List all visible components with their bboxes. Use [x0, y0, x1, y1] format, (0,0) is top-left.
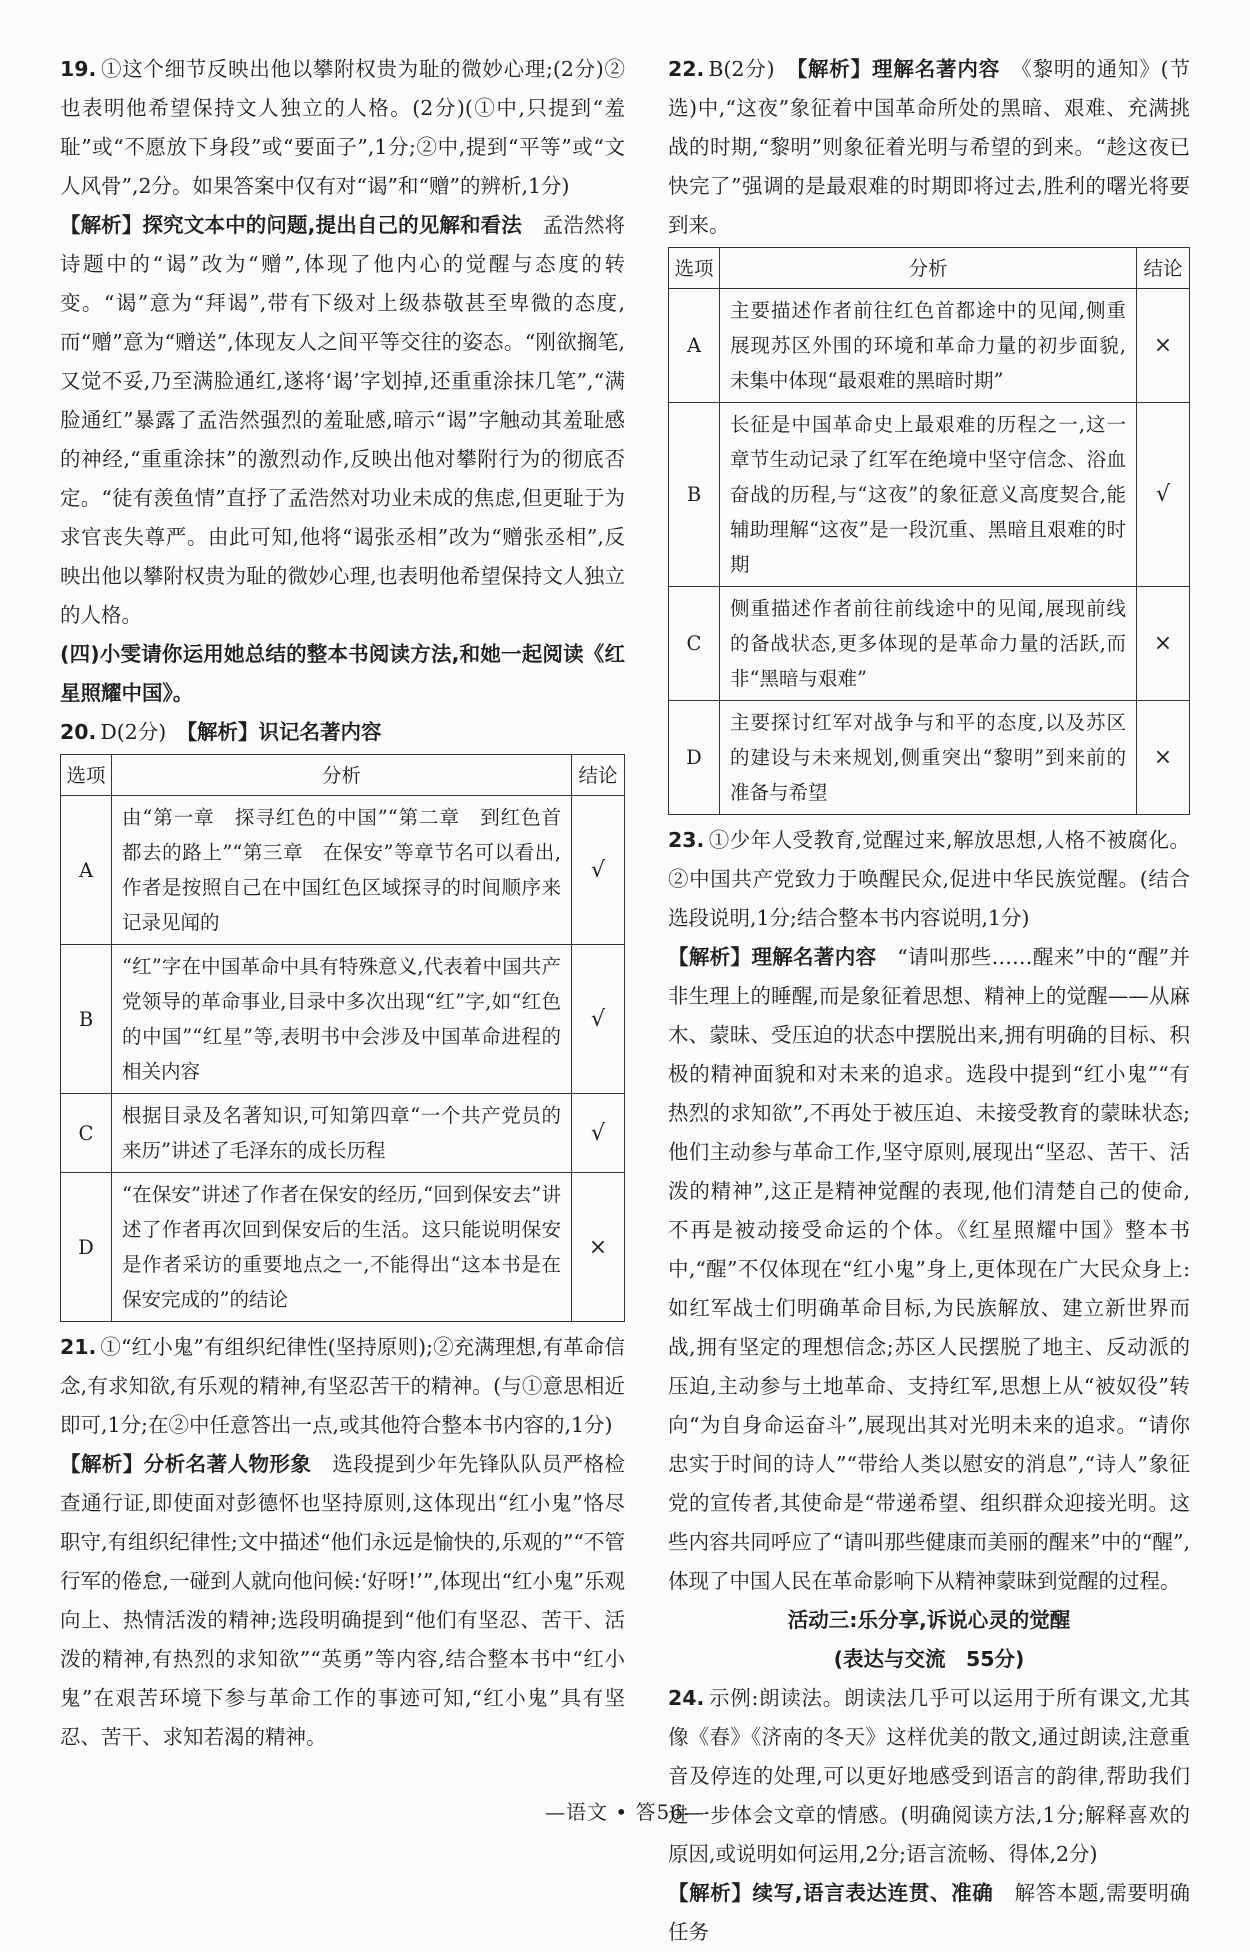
q20-number: 20.: [60, 720, 97, 744]
option-cell: A: [669, 289, 720, 403]
option-cell: A: [61, 796, 112, 945]
conclusion-cell: √: [572, 1094, 625, 1173]
analysis-cell: 长征是中国革命史上最艰难的历程之一,这一章节生动记录了红军在绝境中坚守信念、浴血奋战的历程,与“这夜”的象征意义高度契合,能辅助理解“这夜”是一段沉重、黑暗且艰难的时期: [720, 403, 1137, 587]
q19-answer: 19. ①这个细节反映出他以攀附权贵为耻的微妙心理;(2分)②也表明他希望保持文人独立的人格。(2分)(①中,只提到“羞耻”或“不愿放下身段”或“要面子”,1分;②中,提到“平等”或“文人风骨”,2分。如果答案中仅有对“谒”和“赠”的辨析,1分): [60, 57, 625, 198]
analysis-cell: 根据目录及名著知识,可知第四章“一个共产党员的来历”讲述了毛泽东的成长历程: [112, 1094, 572, 1173]
left-column: [60, 50, 625, 1757]
conclusion-cell: ×: [1137, 701, 1190, 815]
q23-answer: 23. ①少年人受教育,觉醒过来,解放思想,人格不被腐化。②中国共产党致力于唤醒民众,促进中华民族觉醒。(结合选段说明,1分;结合整本书内容说明,1分): [668, 828, 1190, 930]
conclusion-cell: √: [1137, 403, 1190, 587]
option-cell: C: [61, 1094, 112, 1173]
table-row: [61, 796, 625, 945]
analysis-cell: “红”字在中国革命中具有特殊意义,代表着中国共产党领导的革命事业,目录中多次出现“红”字,如“红色的中国”“红星”等,表明书中会涉及中国革命进程的相关内容: [112, 945, 572, 1094]
analysis-cell: 由“第一章 探寻红色的中国”“第二章 到红色首都去的路上”“第三章 在保安”等章节名可以看出,作者是按照自己在中国红色区域探寻的时间顺序来记录见闻的: [112, 796, 572, 945]
option-cell: D: [61, 1173, 112, 1322]
q21-tag: 【解析】分析名著人物形象: [60, 1452, 312, 1476]
option-cell: C: [669, 587, 720, 701]
q21-answer: 21. ①“红小鬼”有组织纪律性(坚持原则);②充满理想,有革命信念,有求知欲,有乐观的精神,有坚忍苦干的精神。(与①意思相近即可,1分;在②中任意答出一点,或其他符合整本书内容的,1分): [60, 1335, 625, 1437]
analysis-cell: 侧重描述作者前往前线途中的见闻,展现前线的备战状态,更多体现的是革命力量的活跃,而非“黑暗与艰难”: [720, 587, 1137, 701]
q22-table: [668, 247, 1190, 815]
q23-tag: 【解析】理解名著内容: [668, 945, 877, 969]
q21-analysis: 【解析】分析名著人物形象 选段提到少年先锋队队员严格检查通行证,即使面对彭德怀也坚持原则,这体现出“红小鬼”恪尽职守,有组织纪律性;文中描述“他们永远是愉快的,乐观的”“不管行军的倦怠,一碰到人就向他问候:‘好呀!’”,体现出“红小鬼”乐观向上、热情活泼的精神;选段明确提到“他们有坚忍、苦干、活泼的精神,有热烈的求知欲”“英勇”等内容,结合整本书中“红小鬼”在艰苦环境下参与革命工作的事迹可知,“红小鬼”具有坚忍、苦干、求知若渴的精神。: [60, 1452, 626, 1749]
q21-number: 21.: [60, 1335, 97, 1359]
conclusion-cell: √: [572, 945, 625, 1094]
right-column: [668, 50, 1190, 1952]
option-cell: B: [669, 403, 720, 587]
header-conclusion: 结论: [1137, 248, 1190, 289]
analysis-cell: “在保安”讲述了作者在保安的经历,“回到保安去”讲述了作者再次回到保安后的生活。这只能说明保安是作者采访的重要地点之一,不能得出“这本书是在保安完成的”的结论: [112, 1173, 572, 1322]
table-row: [669, 403, 1190, 587]
header-conclusion: 结论: [572, 755, 625, 796]
q20-answer: 20. D(2分) 【解析】识记名著内容: [60, 720, 382, 744]
header-analysis: 分析: [720, 248, 1137, 289]
header-analysis: 分析: [112, 755, 572, 796]
q23-number: 23.: [668, 828, 705, 852]
table-row: [669, 289, 1190, 403]
q19-analysis: 【解析】探究文本中的问题,提出自己的见解和看法 孟浩然将诗题中的“谒”改为“赠”,体现了他内心的觉醒与态度的转变。“谒”意为“拜谒”,带有下级对上级恭敬甚至卑微的态度,而“赠”意为“赠送”,体现友人之间平等交往的姿态。“刚欲搁笔,又觉不妥,乃至满脸通红,遂将‘谒’字划掉,还重重涂抹几笔”,“满脸通红”暴露了孟浩然强烈的羞耻感,暗示“谒”字触动其羞耻感的神经,“重重涂抹”的激烈动作,反映出他对攀附行为的彻底否定。“徒有羡鱼情”直抒了孟浩然对功业未成的焦虑,但更耻于为求官丧失尊严。由此可知,他将“谒张丞相”改为“赠张丞相”,反映出他以攀附权贵为耻的微妙心理,也表明他希望保持文人独立的人格。: [60, 213, 626, 627]
header-option: 选项: [61, 755, 112, 796]
q19-tag: 【解析】探究文本中的问题,提出自己的见解和看法: [60, 213, 522, 237]
q19-number: 19.: [60, 57, 97, 81]
conclusion-cell: ×: [1137, 587, 1190, 701]
q22-answer: 22. B(2分) 【解析】理解名著内容 《黎明的通知》(节选)中,“这夜”象征着中国革命所处的黑暗、艰难、充满挑战的时期,“黎明”则象征着光明与希望的到来。“趁这夜已快完了”强调的是最艰难的时期即将过去,胜利的曙光将要到来。: [668, 57, 1191, 237]
q20-table: [60, 754, 625, 1322]
q24-answer: 24. 示例:朗读法。朗读法几乎可以运用于所有课文,尤其像《春》《济南的冬天》这样优美的散文,通过朗读,注意重音及停连的处理,可以更好地感受到语言的韵律,帮助我们进一步体会文章的情感。(明确阅读方法,1分;解释喜欢的原因,或说明如何运用,2分;语言流畅、得体,2分): [668, 1686, 1190, 1866]
conclusion-cell: ×: [572, 1173, 625, 1322]
q23-analysis: 【解析】理解名著内容 “请叫那些……醒来”中的“醒”并非生理上的睡醒,而是象征着思想、精神上的觉醒——从麻木、蒙昧、受压迫的状态中摆脱出来,拥有明确的目标、积极的精神面貌和对未来的追求。选段中提到“红小鬼”“有热烈的求知欲”,不再处于被压迫、未接受教育的蒙昧状态;他们主动参与革命工作,坚守原则,展现出“坚忍、苦干、活泼的精神”,这正是精神觉醒的表现,他们清楚自己的使命,不再是被动接受命运的个体。《红星照耀中国》整本书中,“醒”不仅体现在“红小鬼”身上,更体现在广大民众身上:如红军战士们明确革命目标,为民族解放、建立新世界而战,拥有坚定的理想信念;苏区人民摆脱了地主、反动派的压迫,主动参与土地革命、支持红军,思想上从“被奴役”转向“为自身命运奋斗”,展现出其对光明未来的追求。“请你忠实于时间的诗人”“带给人类以慰安的消息”,“诗人”象征党的宣传者,其使命是“带递希望、组织群众迎接光明。这些内容共同呼应了“请叫那些健康而美丽的醒来”中的“醒”,体现了中国人民在革命影响下从精神蒙昧到觉醒的过程。: [668, 945, 1191, 1593]
header-option: 选项: [669, 248, 720, 289]
table-row: [61, 945, 625, 1094]
analysis-cell: 主要描述作者前往红色首都途中的见闻,侧重展现苏区外围的环境和革命力量的初步面貌,未集中体现“最艰难的黑暗时期”: [720, 289, 1137, 403]
table-row: [61, 1173, 625, 1322]
q22-table-header: [669, 248, 1190, 289]
q24-number: 24.: [668, 1686, 705, 1710]
table-row: [669, 701, 1190, 815]
option-cell: D: [669, 701, 720, 815]
page-footer: —语文 • 答56—: [545, 1800, 705, 1824]
q20-tag: 【解析】识记名著内容: [186, 720, 382, 744]
activity-3-subheading: (表达与交流 55分): [833, 1647, 1025, 1671]
activity-3-heading: 活动三:乐分享,诉说心灵的觉醒: [787, 1608, 1071, 1632]
q22-number: 22.: [668, 57, 705, 81]
analysis-cell: 主要探讨红军对战争与和平的态度,以及苏区的建设与未来规划,侧重突出“黎明”到来前的准备与希望: [720, 701, 1137, 815]
q20-table-header: [61, 755, 625, 796]
conclusion-cell: ×: [1137, 289, 1190, 403]
q24-tag: 【解析】续写,语言表达连贯、准确: [668, 1881, 994, 1905]
section-4-heading: (四)小雯请你运用她总结的整本书阅读方法,和她一起阅读《红星照耀中国》。: [60, 642, 625, 705]
option-cell: B: [61, 945, 112, 1094]
q24-analysis: 【解析】续写,语言表达连贯、准确 解答本题,需要明确任务: [668, 1881, 1190, 1944]
q22-tag: 【解析】理解名著内容: [796, 57, 1001, 81]
table-row: [61, 1094, 625, 1173]
conclusion-cell: √: [572, 796, 625, 945]
table-row: [669, 587, 1190, 701]
